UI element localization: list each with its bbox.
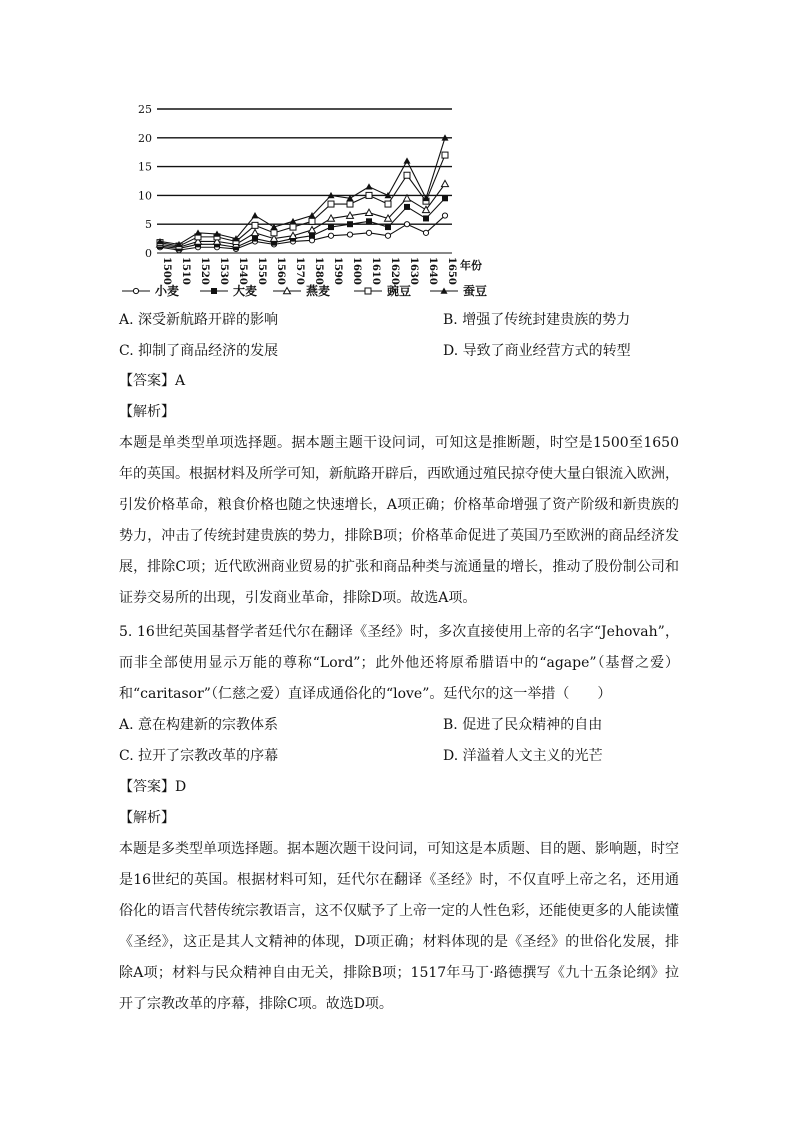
x-tick-label: 1590: [332, 257, 343, 285]
data-point: [328, 224, 334, 230]
data-point: [366, 192, 372, 198]
y-tick-label: 5: [145, 218, 152, 232]
x-tick-label: 1510: [180, 257, 191, 285]
data-point: [328, 201, 334, 207]
q5-options-row-1: [119, 710, 679, 741]
data-point: [404, 204, 410, 210]
data-point: [252, 229, 259, 235]
data-point: [442, 152, 448, 158]
x-tick-label: 1550: [256, 257, 267, 285]
data-point: [347, 221, 353, 227]
data-point: [328, 233, 333, 238]
x-tick-label: 1540: [237, 257, 248, 285]
q4-analysis-text: 本题是单类型单项选择题。据本题主题干设问词，可知这是推断题，时空是1500至1650年的英国。根据材料及所学可知，新航路开辟后，西欧通过殖民掠夺使大量白银流入欧洲，引发价格革命，粮食价格也随之快速增长，A项正确；价格革命增强了资产阶级和新贵族的势力，冲击了传统封建贵族的势力，排除B项；价格革命促进了英国乃至欧洲的商品经济发展，排除C项；近代欧洲商业贸易的扩张和商品种类与流通量的增长，推动了股份制公司和证券交易所的出现，引发商业革命，排除D项。故选A项。: [119, 435, 679, 606]
data-point: [252, 212, 259, 218]
x-tick-label: 1600: [351, 257, 362, 285]
y-tick-label: 10: [138, 189, 152, 203]
y-tick-label: 25: [138, 103, 152, 116]
x-tick-label: 1620: [389, 257, 400, 285]
data-point: [290, 224, 296, 230]
series-line-5: [160, 138, 445, 245]
data-point: [404, 172, 410, 178]
y-tick-label: 15: [138, 160, 152, 174]
data-point: [442, 180, 449, 186]
data-point: [366, 183, 373, 189]
data-point: [366, 209, 373, 215]
legend-label: 豌豆: [387, 284, 412, 298]
data-point: [252, 222, 258, 228]
x-tick-label: 1500: [161, 257, 172, 285]
legend-label: 燕麦: [306, 284, 331, 298]
q5-analysis-label: 【解析】: [119, 810, 175, 826]
x-tick-label: 1520: [199, 257, 210, 285]
data-point: [309, 226, 316, 232]
x-tick-label: 1610: [370, 257, 381, 285]
x-tick-label: 1530: [218, 257, 229, 285]
x-tick-label: 1630: [408, 257, 419, 285]
y-tick-label: 0: [145, 247, 152, 260]
q4-option-d: D. 导致了商业经营方式的转型: [443, 343, 631, 359]
data-point: [442, 195, 448, 201]
x-tick-label: 1640: [427, 257, 438, 285]
series-line-3: [160, 184, 445, 247]
data-point: [271, 230, 277, 236]
q5-analysis-text: 本题是多类型单项选择题。据本题次题干设问词，可知这是本质题、目的题、影响题，时空是16世纪的英国。根据材料可知，廷代尔在翻译《圣经》时，不仅直呼上帝之名，还用通俗化的语言代替传统宗教语言，这不仅赋予了上帝一定的人性色彩，还能使更多的人能读懂《圣经》，这正是其人文精神的体现，D项正确；材料体现的是《圣经》的世俗化发展，排除A项；材料与民众精神自由无关，排除B项；1517年马丁·路德撰写《九十五条论纲》拉开了宗教改革的序幕，排除C项。故选D项。: [119, 841, 679, 1012]
q5-option-a: A. 意在构建新的宗教体系: [119, 717, 279, 733]
x-axis-label: 年份: [460, 259, 482, 272]
q4-analysis-label: 【解析】: [119, 404, 175, 420]
data-point: [366, 218, 372, 224]
q4-option-a: A. 深受新航路开辟的影响: [119, 312, 279, 328]
data-point: [385, 233, 390, 238]
data-point: [442, 213, 447, 218]
q4-option-c: C. 抑制了商品经济的发展: [119, 343, 279, 359]
data-point: [423, 230, 428, 235]
data-point: [366, 230, 371, 235]
price-line-chart: [110, 95, 500, 305]
legend-marker: [211, 288, 217, 294]
data-point: [423, 215, 429, 221]
data-point: [404, 157, 411, 163]
data-point: [309, 233, 315, 239]
data-point: [347, 232, 352, 237]
data-point: [309, 218, 315, 224]
q5-options-row-2: [119, 741, 679, 772]
q4-option-b: B. 增强了传统封建贵族的势力: [443, 312, 631, 328]
data-point: [385, 224, 391, 230]
data-point: [347, 201, 353, 207]
q5-option-c: C. 拉开了宗教改革的序幕: [119, 748, 279, 764]
legend-label: 大麦: [233, 284, 258, 298]
q4-options-row-2: [119, 336, 679, 367]
q5-stem: 5. 16世纪英国基督学者廷代尔在翻译《圣经》时，多次直接使用上帝的名字“Jehovah”，而非全部使用显示万能的尊称“Lord”；此外他还将原希腊语中的“agape”（基督之爱）和“caritasor”（仁慈之爱）直译成通俗化的“love”。廷代尔的这一举措（ ）: [119, 624, 679, 702]
data-point: [404, 222, 409, 227]
x-tick-label: 1560: [275, 257, 286, 285]
data-point: [385, 201, 391, 207]
legend-label: 小麦: [155, 284, 180, 298]
x-tick-label: 1580: [313, 257, 324, 285]
x-tick-label: 1650: [446, 257, 457, 285]
x-tick-label: 1570: [294, 257, 305, 285]
legend-marker: [133, 288, 138, 293]
data-point: [252, 236, 258, 242]
q5-option-d: D. 洋溢着人文主义的光芒: [443, 748, 603, 764]
legend-marker: [365, 288, 371, 294]
y-tick-label: 20: [138, 131, 152, 145]
q4-options-row-1: [119, 305, 679, 336]
legend-label: 蚕豆: [463, 284, 488, 298]
q5-answer: 【答案】D: [119, 779, 187, 795]
q5-option-b: B. 促进了民众精神的自由: [443, 717, 603, 733]
q4-answer: 【答案】A: [119, 373, 186, 389]
